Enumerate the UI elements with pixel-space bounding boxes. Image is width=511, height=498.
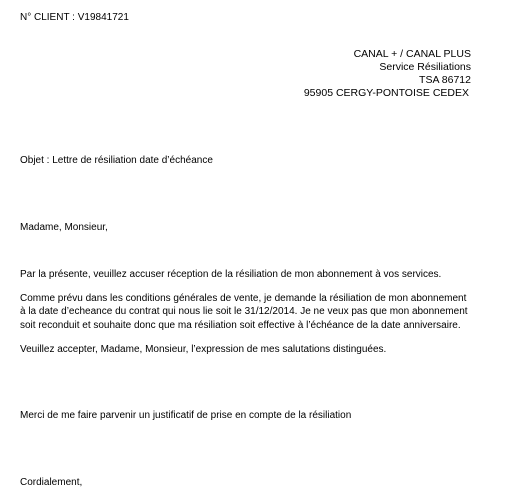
recipient-name: CANAL + / CANAL PLUS (353, 48, 471, 60)
paragraph-3: Veuillez accepter, Madame, Monsieur, l’expression de mes salutations distinguées. (20, 344, 387, 355)
letter-subject: Objet : Lettre de résiliation date d’échéance (20, 155, 213, 166)
paragraph-2-line-3: soit reconduit et souhaite donc que ma résiliation soit effective à l’échéance de la date anniversaire. (20, 320, 461, 331)
paragraph-2-line-2: à la date d’echeance du contrat qui nous lie soit le 31/12/2014. Je ne veux pas que mon abonnement (20, 306, 468, 317)
recipient-tsa: TSA 86712 (419, 74, 471, 86)
recipient-service: Service Résiliations (379, 61, 471, 73)
client-number: N° CLIENT : V19841721 (20, 12, 129, 23)
letter-closing: Cordialement, (20, 477, 83, 488)
paragraph-2-line-1: Comme prévu dans les conditions générales de vente, je demande la résiliation de mon abonnement (20, 293, 467, 304)
paragraph-4: Merci de me faire parvenir un justificatif de prise en compte de la résiliation (20, 410, 352, 421)
recipient-city: 95905 CERGY-PONTOISE CEDEX (303, 87, 469, 99)
letter-salutation: Madame, Monsieur, (20, 222, 108, 233)
paragraph-1: Par la présente, veuillez accuser réception de la résiliation de mon abonnement à vos services. (20, 269, 442, 280)
